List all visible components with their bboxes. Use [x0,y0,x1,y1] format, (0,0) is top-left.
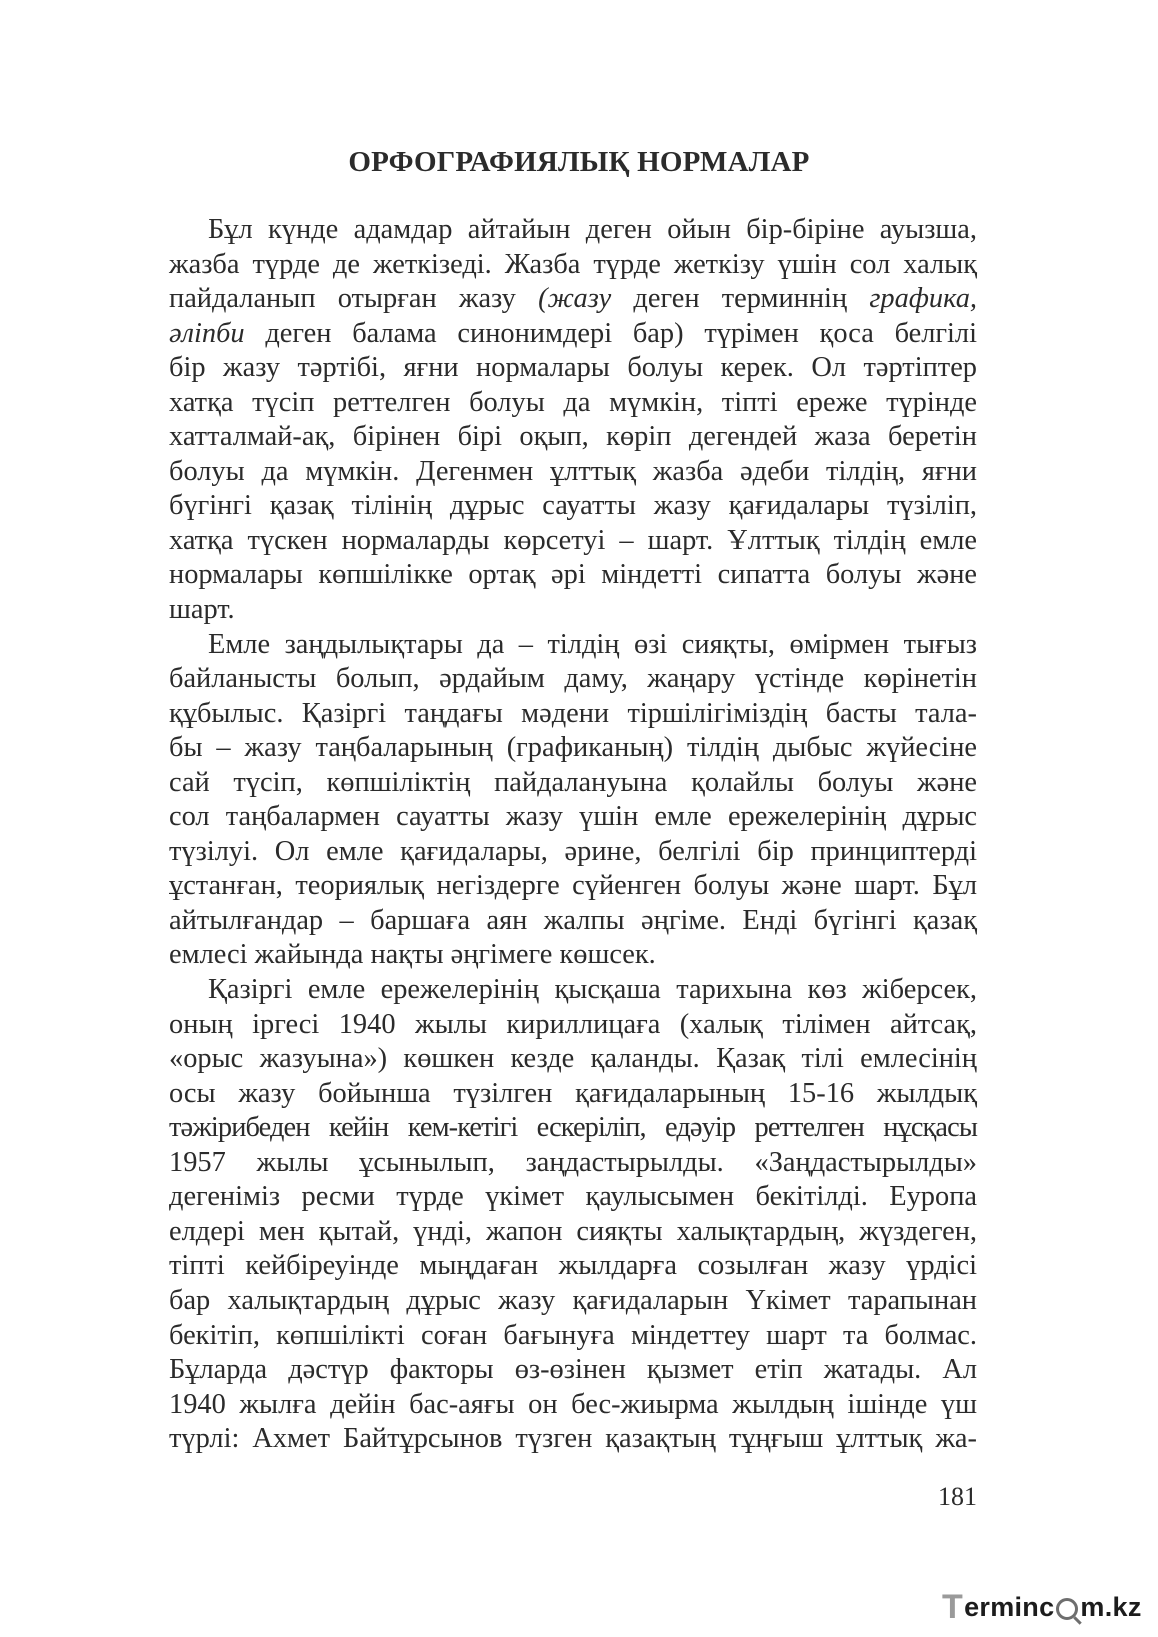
text-line: хатқа түсіп реттелген болуы да мүмкін, тіпті ереже түрінде [169,386,977,418]
text-line: 1940 жылға дейін бас-аяғы он бес-жиырма жылдың ішінде үш [169,1388,977,1420]
text-line: болуы да мүмкін. Дегенмен ұлттық жазба әдеби тілдің, яғни [169,455,977,487]
text-line: құбылыс. Қазіргі таңдағы мәдени тіршілігіміздің басты тала- [169,697,977,729]
text-line: ұстанған, теориялық негіздерге сүйенген болуы және шарт. Бұл [169,870,977,902]
text-line: тіпті кейбіреуінде мыңдаған жылдарға созылған жазу үрдісі [169,1250,977,1282]
watermark-t: T [942,1587,964,1626]
text-line: Бұл күнде адамдар айтайын деген ойын бір-біріне ауызша, [208,214,977,245]
text-line: хатталмай-ақ, бірінен бірі оқып, көріп дегендей жаза беретін [169,421,977,453]
text-line: бүгінгі қазақ тілінің дұрыс сауатты жазу қағидалары түзіліп, [169,490,977,522]
text-line: шарт. [169,594,235,626]
text-line: пайдаланып отырған жазу (жазу деген терминнің графика, [169,283,977,315]
text-line: түрлі: Ахмет Байтұрсынов түзген қазақтың тұңғыш ұлттық жа- [169,1423,977,1455]
text-line: түзілуі. Ол емле қағидалары, әрине, белгілі бір принциптерді [169,835,977,867]
text-line: бекітіп, көпшілікті соған бағынуға міндеттеу шарт та болмас. [169,1319,977,1351]
text-line: дегеніміз ресми түрде үкімет қаулысымен бекітілді. Еуропа [169,1181,977,1213]
page-number: 181 [938,1482,977,1511]
text-line: Емле заңдылықтары да – тілдің өзі сияқты, өмірмен тығыз [208,628,977,660]
text-line: оның іргесі 1940 жылы кириллицаға (халық тілімен айтсақ, [169,1008,977,1040]
text-line: 1957 жылы ұсынылып, заңдастырылды. «Заңдастырылды» [169,1146,977,1178]
text-line: жазба түрде де жеткізеді. Жазба түрде жеткізу үшін сол халық [169,248,977,280]
text-line: емлесі жайында нақты әңгімеге көшсек. [169,939,656,971]
text-line: әліпби деген балама синонимдері бар) түрімен қоса белгілі [169,317,977,349]
text-line: бір жазу тәртібі, яғни нормалары болуы керек. Ол тәртіптер [169,352,977,384]
text-line: сай түсіп, көпшіліктің пайдалануына қолайлы болуы және [169,766,977,798]
watermark-logo [942,1587,1142,1626]
text-line: сол таңбалармен сауатты жазу үшін емле ережелерінің дұрыс [169,801,977,833]
text-line: нормалары көпшілікке ортақ әрі міндетті сипатта болуы және [169,559,977,591]
text-line: «орыс жазуына») көшкен кезде қаланды. Қазақ тілі емлесінің [169,1043,977,1075]
text-line: елдері мен қытай, үнді, жапон сияқты халықтардың, жүздеген, [169,1215,977,1247]
text-line: осы жазу бойынша түзілген қағидаларының 15-16 жылдық [169,1077,977,1109]
text-line: бы – жазу таңбаларының (графиканың) тілдің дыбыс жүйесіне [169,732,977,764]
body-text [169,213,977,1457]
text-line: айтылғандар – баршаға аян жалпы әңгіме. Енді бүгінгі қазақ [169,904,977,936]
text-line: Бұларда дәстүр факторы өз-өзінен қызмет етіп жатады. Ал [169,1354,977,1386]
text-line: бар халықтардың дұрыс жазу қағидаларын Үкімет тарапынан [169,1284,977,1316]
text-line: байланысты болып, әрдайым даму, жаңару үстінде көрінетін [169,663,977,695]
magnifier-icon [1056,1598,1078,1620]
watermark-text-part1: erminc [964,1591,1055,1622]
text-line: тәжірибеден кейін кем-кетігі ескеріліп, едәуір реттелген нұсқасы [169,1112,977,1144]
page-title: ОРФОГРАФИЯЛЫҚ НОРМАЛАР [348,146,810,178]
text-line: хатқа түскен нормаларды көрсетуі – шарт. Ұлттық тілдің емле [169,524,977,556]
text-line: Қазіргі емле ережелерінің қысқаша тарихына көз жіберсек, [208,974,977,1006]
watermark-text-part2: m.kz [1080,1591,1142,1622]
